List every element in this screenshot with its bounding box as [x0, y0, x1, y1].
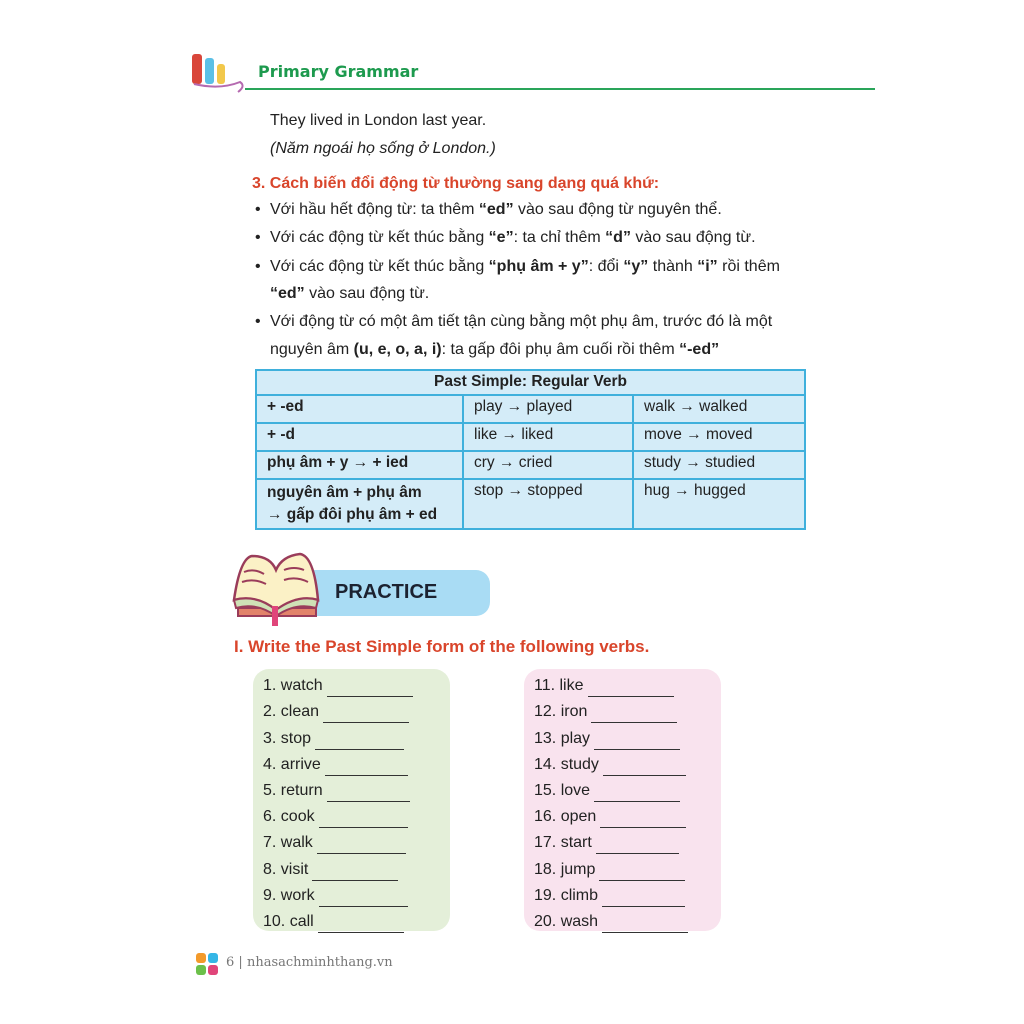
exercise-item	[534, 671, 721, 697]
bullet-item: • Với các động từ kết thúc bằng “e”: ta chỉ thêm “d” vào sau động từ.	[255, 229, 756, 246]
exercise-item	[263, 881, 450, 907]
verb-label: 2. clean	[263, 703, 320, 721]
verb-label: 10. call	[263, 912, 314, 930]
verb-label: 11. like	[534, 677, 584, 695]
table-row: nguyên âm + phụ âm → gấp đôi phụ âm + ed stop → stopped hug → hugged	[256, 479, 805, 529]
publisher-logo-icon	[196, 953, 218, 980]
exercise-list-left	[253, 669, 450, 931]
answer-blank[interactable]	[603, 759, 686, 776]
verb-label: 13. play	[534, 729, 591, 747]
exercise-item	[534, 802, 721, 828]
verb-label: 7. walk	[263, 834, 313, 852]
exercise-item	[263, 854, 450, 880]
exercise-item	[534, 750, 721, 776]
table-row: + -ed play → played walk → walked	[256, 395, 805, 423]
answer-blank[interactable]	[319, 811, 408, 828]
example-translation: (Năm ngoái họ sống ở London.)	[270, 140, 496, 157]
answer-blank[interactable]	[602, 916, 688, 933]
bullet-item-continued: nguyên âm (u, e, o, a, i): ta gấp đôi phụ âm cuối rồi thêm “-ed”	[270, 341, 720, 358]
answer-blank[interactable]	[312, 864, 398, 881]
exercise-item	[263, 907, 450, 933]
verb-label: 3. stop	[263, 729, 312, 747]
header-divider	[245, 88, 875, 90]
answer-blank[interactable]	[327, 785, 410, 802]
exercise-item	[263, 828, 450, 854]
footer: 6 | nhasachminhthang.vn	[226, 955, 393, 970]
verb-label: 9. work	[263, 886, 315, 904]
footer-site: nhasachminhthang.vn	[246, 955, 393, 970]
header-title: Primary Grammar	[258, 62, 419, 81]
exercise-item	[534, 723, 721, 749]
verb-label: 17. start	[534, 834, 592, 852]
exercise-item	[263, 802, 450, 828]
answer-blank[interactable]	[600, 811, 686, 828]
exercise-item	[534, 776, 721, 802]
bullet-item-continued: “ed” vào sau động từ.	[270, 285, 430, 302]
practice-label: PRACTICE	[335, 581, 438, 603]
answer-blank[interactable]	[591, 706, 677, 723]
verb-label: 15. love	[534, 781, 591, 799]
verb-label: 16. open	[534, 808, 597, 826]
verb-label: 6. cook	[263, 808, 315, 826]
answer-blank[interactable]	[319, 890, 408, 907]
exercise-item	[534, 828, 721, 854]
verb-label: 19. climb	[534, 886, 599, 904]
answer-blank[interactable]	[323, 706, 409, 723]
exercise-item	[263, 776, 450, 802]
answer-blank[interactable]	[317, 837, 406, 854]
page-number: 6	[226, 955, 235, 970]
answer-blank[interactable]	[594, 785, 680, 802]
exercise-title: I. Write the Past Simple form of the following verbs.	[234, 637, 650, 656]
verb-label: 8. visit	[263, 860, 309, 878]
table-row: phụ âm + y → + ied cry → cried study → studied	[256, 451, 805, 479]
open-book-icon	[230, 550, 322, 633]
verb-label: 12. iron	[534, 703, 588, 721]
regular-verb-table	[255, 369, 806, 530]
table-row: + -d like → liked move → moved	[256, 423, 805, 451]
exercise-item	[263, 697, 450, 723]
verb-label: 1. watch	[263, 677, 323, 695]
answer-blank[interactable]	[318, 916, 404, 933]
answer-blank[interactable]	[327, 680, 413, 697]
verb-label: 4. arrive	[263, 755, 321, 773]
verb-label: 20. wash	[534, 912, 599, 930]
exercise-item	[263, 671, 450, 697]
exercise-item	[263, 750, 450, 776]
bullet-item: • Với hầu hết động từ: ta thêm “ed” vào sau động từ nguyên thể.	[255, 201, 722, 218]
exercise-item	[534, 907, 721, 933]
section-heading: 3. Cách biến đổi động từ thường sang dạng quá khứ:	[252, 175, 660, 192]
answer-blank[interactable]	[315, 733, 404, 750]
answer-blank[interactable]	[325, 759, 408, 776]
exercise-item	[263, 723, 450, 749]
answer-blank[interactable]	[588, 680, 674, 697]
bullet-item: • Với các động từ kết thúc bằng “phụ âm + y”: đổi “y” thành “i” rồi thêm	[255, 258, 780, 275]
pencils-icon	[190, 50, 248, 103]
example-sentence: They lived in London last year.	[270, 112, 487, 129]
answer-blank[interactable]	[602, 890, 685, 907]
exercise-item	[534, 881, 721, 907]
answer-blank[interactable]	[594, 733, 680, 750]
answer-blank[interactable]	[596, 837, 679, 854]
table-title: Past Simple: Regular Verb	[256, 370, 805, 395]
answer-blank[interactable]	[599, 864, 685, 881]
exercise-item	[534, 697, 721, 723]
verb-label: 18. jump	[534, 860, 596, 878]
verb-label: 5. return	[263, 781, 323, 799]
bullet-item: • Với động từ có một âm tiết tận cùng bằng một phụ âm, trước đó là một	[255, 313, 773, 330]
exercise-item	[534, 854, 721, 880]
verb-label: 14. study	[534, 755, 599, 773]
exercise-list-right	[524, 669, 721, 931]
